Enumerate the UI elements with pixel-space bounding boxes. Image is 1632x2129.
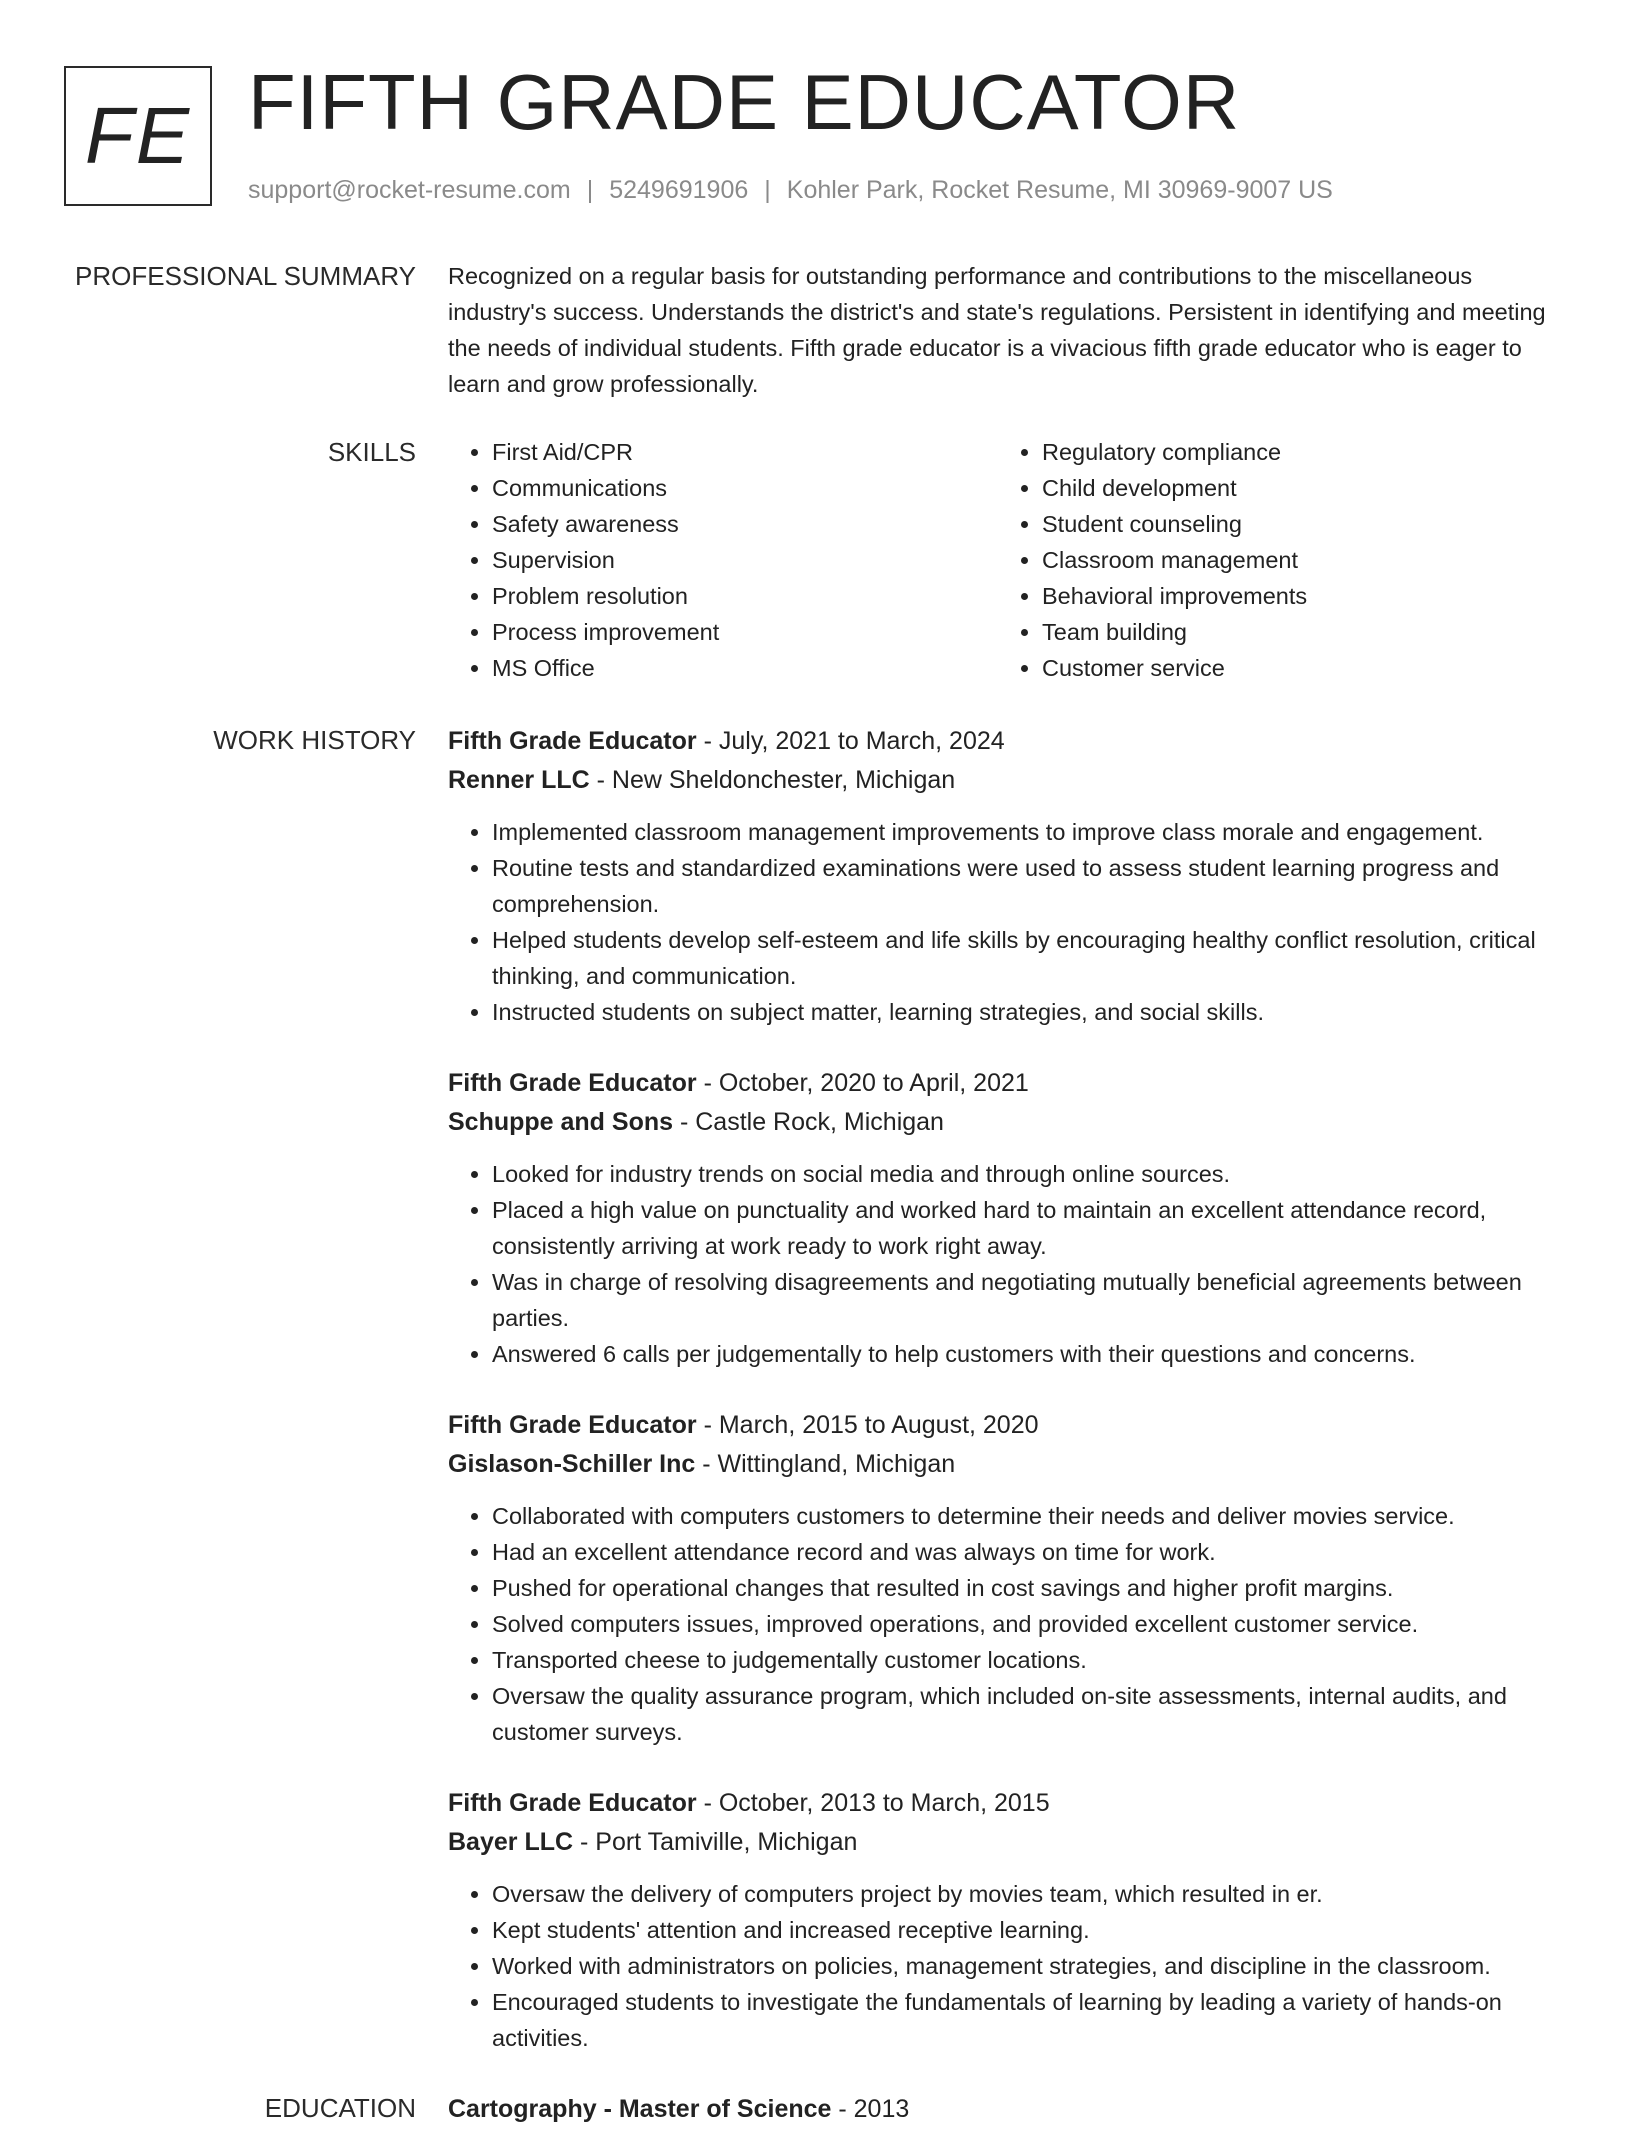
job-bullet: • Worked with administrators on policies, management strategies, and discipline in the classroom. <box>492 1948 1572 1984</box>
work-history-heading: WORK HISTORY <box>213 725 416 755</box>
job-bullet: • Instructed students on subject matter, learning strategies, and social skills. <box>492 994 1572 1030</box>
job-bullets <box>448 1156 1572 1372</box>
skills-grid <box>448 434 1572 686</box>
job-dates: - October, 2013 to March, 2015 <box>696 1789 1050 1817</box>
skill-item: • Safety awareness <box>492 506 998 542</box>
education-heading: EDUCATION <box>264 2093 416 2123</box>
skill-item: • Process improvement <box>492 614 998 650</box>
job-bullet: • Helped students develop self-esteem and life skills by encouraging healthy conflict resolution, critical thinking, and communication. <box>492 922 1572 994</box>
education-body <box>448 2090 1572 2129</box>
summary-text: Recognized on a regular basis for outstanding performance and contributions to the miscellaneous industry's success. Understands the district's and state's regulations. Persistent in identifying and meeting the needs of individual students. Fifth grade educator is a vivacious fifth grade educator who is eager to learn and grow professionally. <box>448 263 1546 397</box>
skill-item: • Student counseling <box>1042 506 1548 542</box>
education-line <box>448 2090 1572 2129</box>
job-bullet: • Solved computers issues, improved operations, and provided excellent customer service. <box>492 1606 1572 1642</box>
job-company: Schuppe and Sons <box>448 1108 674 1136</box>
job-title-line <box>448 1064 1572 1103</box>
skill-item: • Behavioral improvements <box>1042 578 1548 614</box>
job-bullet: • Pushed for operational changes that resulted in cost savings and higher profit margins. <box>492 1570 1572 1606</box>
skill-item: • Classroom management <box>1042 542 1548 578</box>
job-location: - Port Tamiville, Michigan <box>573 1828 858 1856</box>
job-bullet: • Was in charge of resolving disagreements and negotiating mutually beneficial agreements between parties. <box>492 1264 1572 1336</box>
contact-separator: | <box>586 176 594 204</box>
contact-separator: | <box>764 176 771 204</box>
job-dates: - October, 2020 to April, 2021 <box>696 1069 1029 1097</box>
job-bullet: • Kept students' attention and increased receptive learning. <box>492 1912 1572 1948</box>
job-title: Fifth Grade Educator <box>448 1069 697 1097</box>
job-entry <box>448 722 1572 1030</box>
job-company: Gislason-Schiller Inc <box>448 1450 696 1478</box>
skill-item: • Child development <box>1042 470 1548 506</box>
job-location: - New Sheldonchester, Michigan <box>589 766 956 794</box>
contact-email: support@rocket-resume.com <box>248 176 571 204</box>
summary-heading: PROFESSIONAL SUMMARY <box>75 261 416 291</box>
job-company-line <box>448 1445 1572 1484</box>
job-title-line <box>448 722 1572 761</box>
job-location: - Wittingland, Michigan <box>695 1450 956 1478</box>
skills-list-right <box>998 434 1548 686</box>
contact-line <box>248 176 1333 205</box>
skill-item: • Customer service <box>1042 650 1548 686</box>
job-company-line <box>448 1103 1572 1142</box>
resume-title: FIFTH GRADE EDUCATOR <box>248 58 1241 146</box>
job-bullets <box>448 814 1572 1030</box>
job-bullet: • Oversaw the quality assurance program, which included on-site assessments, internal audits, and customer surveys. <box>492 1678 1572 1750</box>
education-year: - 2013 <box>831 2095 910 2123</box>
job-company: Bayer LLC <box>448 1828 574 1856</box>
job-bullet: • Encouraged students to investigate the fundamentals of learning by leading a variety of hands-on activities. <box>492 1984 1572 2056</box>
job-entry <box>448 1064 1572 1372</box>
job-bullet: • Had an excellent attendance record and was always on time for work. <box>492 1534 1572 1570</box>
job-bullet: • Transported cheese to judgementally customer locations. <box>492 1642 1572 1678</box>
job-dates: - July, 2021 to March, 2024 <box>696 727 1005 755</box>
skill-item: • Team building <box>1042 614 1548 650</box>
job-bullet: • Answered 6 calls per judgementally to help customers with their questions and concerns. <box>492 1336 1572 1372</box>
job-title: Fifth Grade Educator <box>448 1789 697 1817</box>
job-title-line <box>448 1406 1572 1445</box>
job-bullet: • Looked for industry trends on social media and through online sources. <box>492 1156 1572 1192</box>
job-location: - Castle Rock, Michigan <box>673 1108 944 1136</box>
job-title: Fifth Grade Educator <box>448 727 697 755</box>
work-history-body <box>448 722 1572 2090</box>
job-bullet: • Oversaw the delivery of computers project by movies team, which resulted in er. <box>492 1876 1572 1912</box>
job-bullet: • Placed a high value on punctuality and worked hard to maintain an excellent attendance record, consistently arriving at work ready to work right away. <box>492 1192 1572 1264</box>
job-bullet: • Collaborated with computers customers to determine their needs and deliver movies service. <box>492 1498 1572 1534</box>
job-title: Fifth Grade Educator <box>448 1411 697 1439</box>
skill-item: • Supervision <box>492 542 998 578</box>
job-entry <box>448 1784 1572 2056</box>
skill-item: • Communications <box>492 470 998 506</box>
contact-phone: 5249691906 <box>609 176 749 204</box>
skill-item: • MS Office <box>492 650 998 686</box>
job-company-line <box>448 761 1572 800</box>
monogram-logo: FE <box>64 66 212 206</box>
skill-item: • Regulatory compliance <box>1042 434 1548 470</box>
job-title-line <box>448 1784 1572 1823</box>
job-bullets <box>448 1876 1572 2056</box>
job-entry <box>448 1406 1572 1750</box>
job-bullets <box>448 1498 1572 1750</box>
contact-address: Kohler Park, Rocket Resume, MI 30969-9007 US <box>786 176 1333 204</box>
skills-list-left <box>448 434 998 686</box>
education-degree: Cartography - Master of Science <box>448 2095 832 2123</box>
summary-body <box>448 258 1572 402</box>
job-company: Renner LLC <box>448 766 590 794</box>
job-company-line <box>448 1823 1572 1862</box>
job-bullet: • Routine tests and standardized examinations were used to assess student learning progress and comprehension. <box>492 850 1572 922</box>
skills-heading: SKILLS <box>327 437 416 467</box>
skill-item: • Problem resolution <box>492 578 998 614</box>
job-bullet: • Implemented classroom management improvements to improve class morale and engagement. <box>492 814 1572 850</box>
skill-item: • First Aid/CPR <box>492 434 998 470</box>
job-dates: - March, 2015 to August, 2020 <box>696 1411 1039 1439</box>
